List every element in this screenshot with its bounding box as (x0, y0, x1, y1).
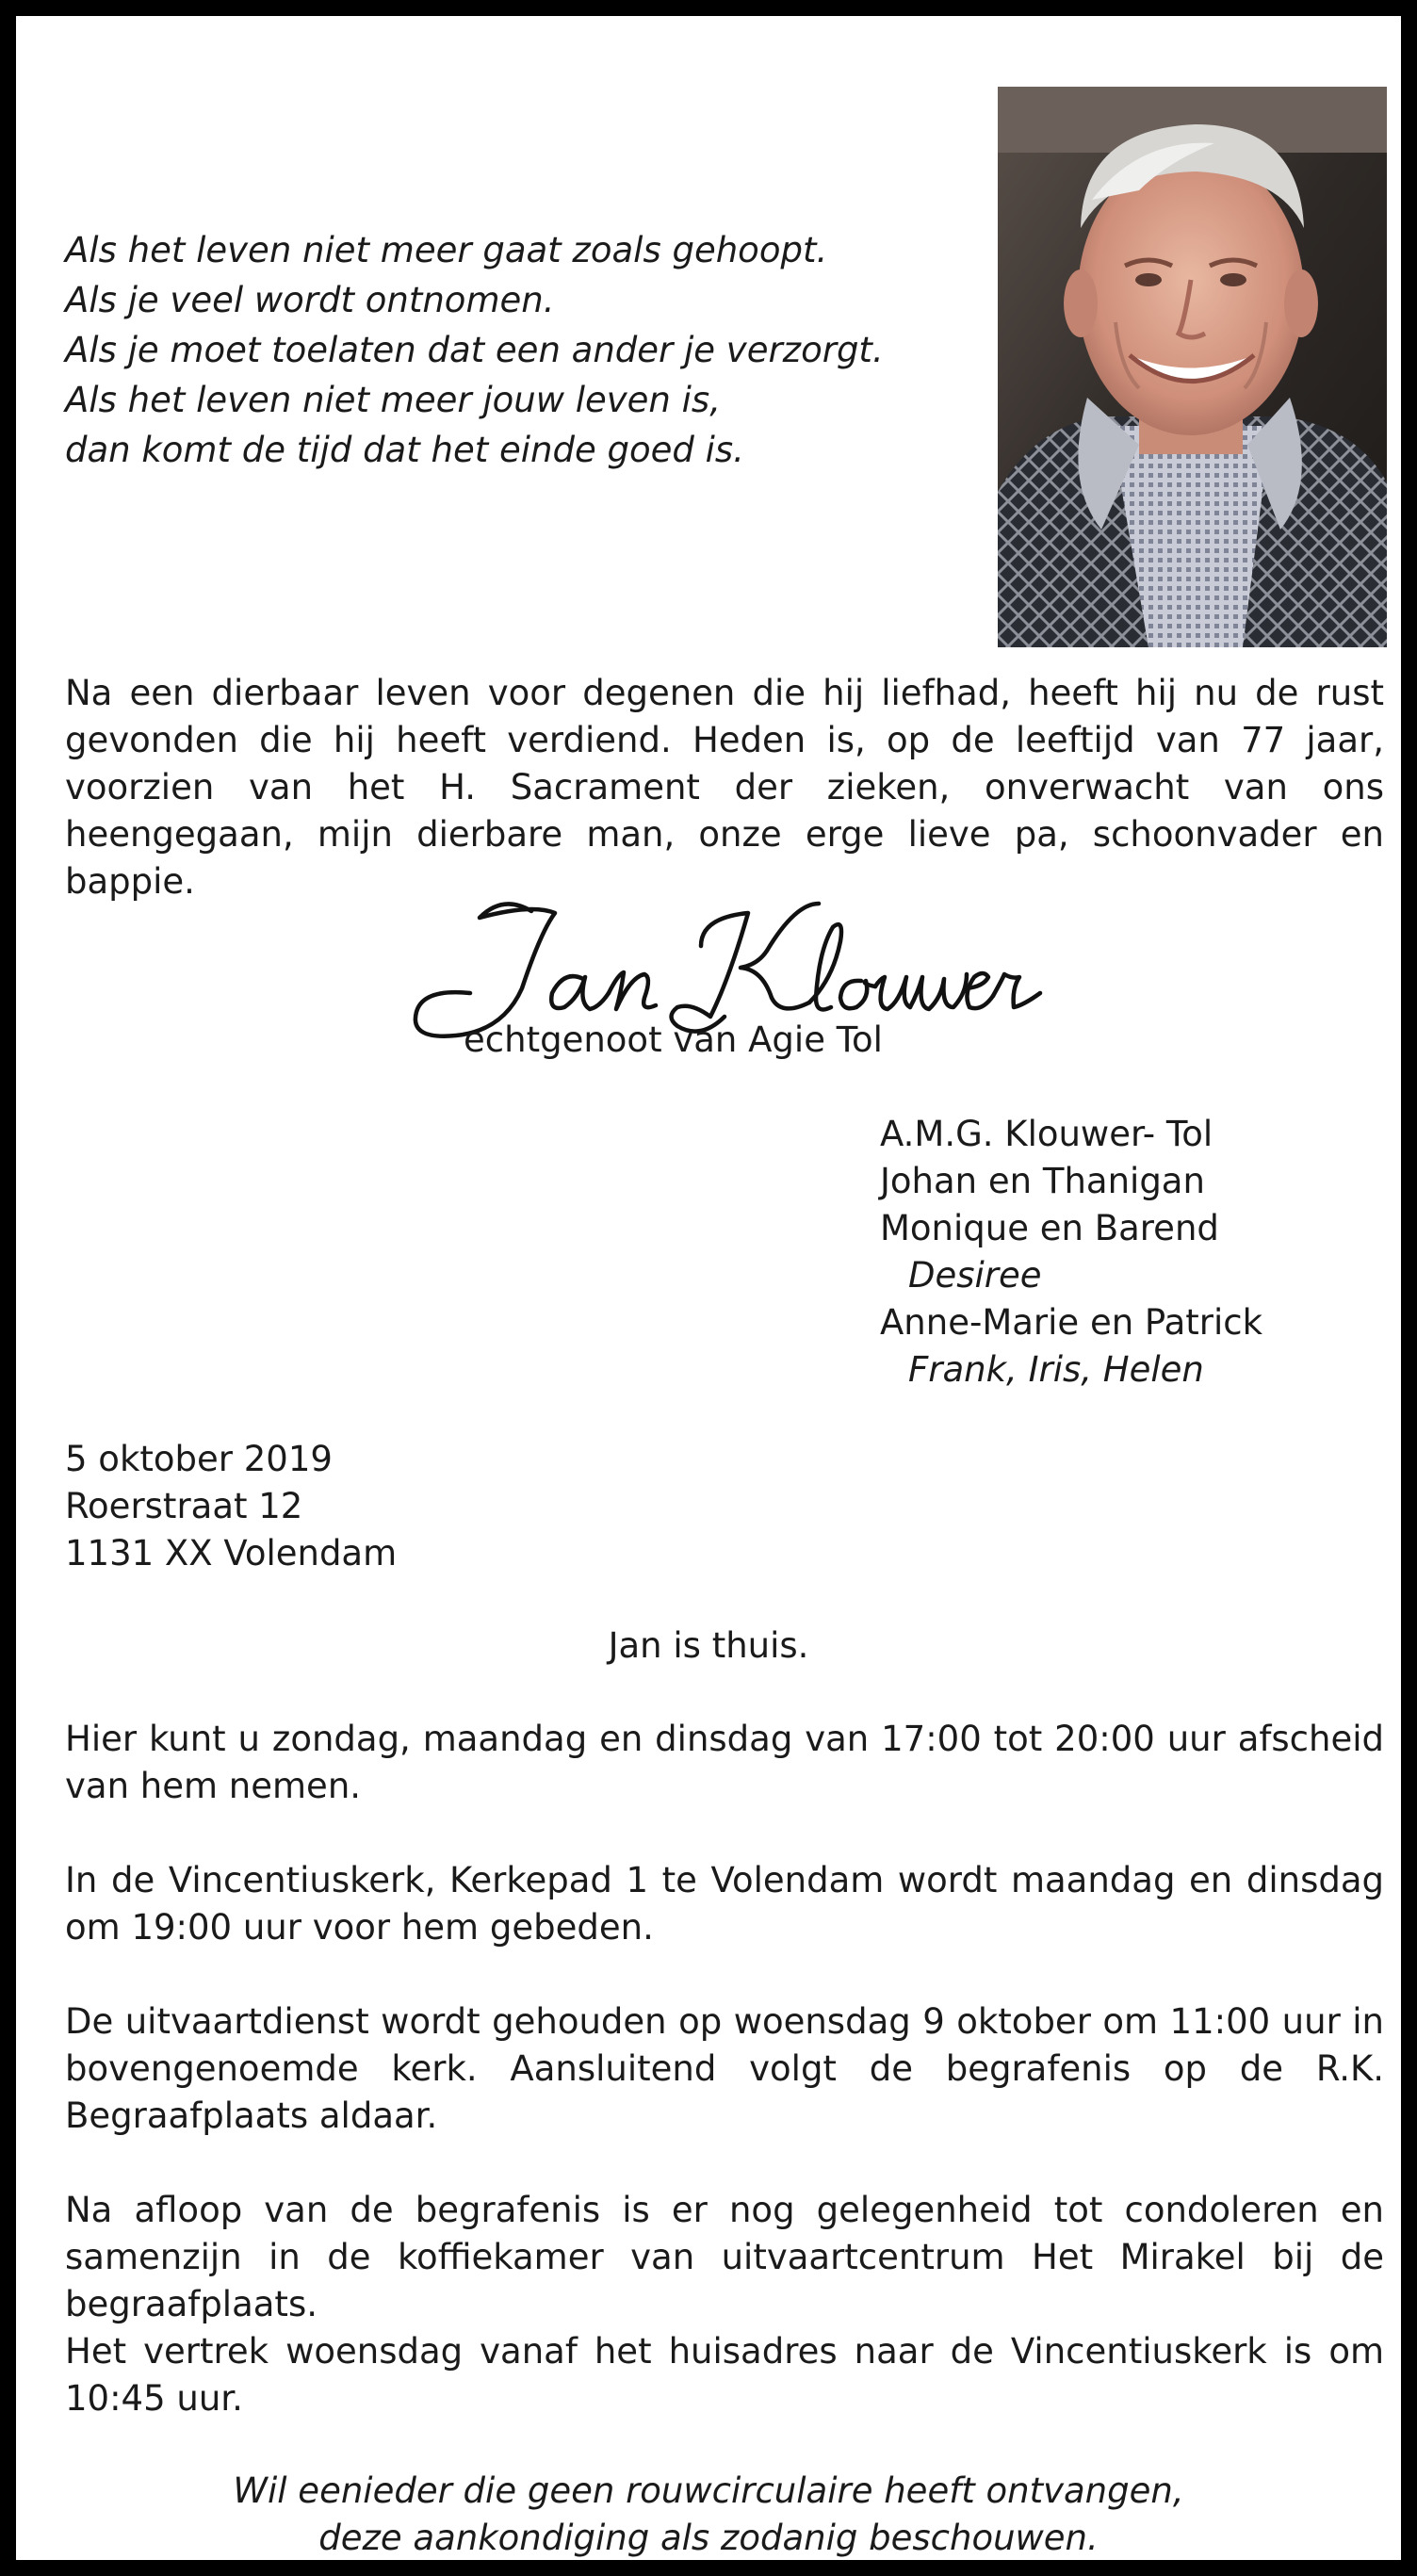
spouse-line (32, 1017, 1385, 1064)
prayer-paragraph: In de Vincentiuskerk, Kerkepad 1 te Volendam wordt maandag en dinsdag om 19:00 uur voor hem gebeden. (65, 1860, 1384, 1948)
date: 5 oktober 2019 (65, 1439, 333, 1479)
announcement-content (32, 32, 1385, 2558)
departure-paragraph: Het vertrek woensdag vanaf het huisadres naar de Vincentiuskerk is om 10:45 uur. (65, 2331, 1384, 2419)
closing-line: deze aankondiging als zodanig beschouwen. (318, 2518, 1099, 2558)
poem-line: dan komt de tijd dat het einde goed is. (65, 430, 744, 470)
poem-line: Als het leven niet meer jouw leven is, (65, 380, 721, 420)
address-block (65, 1436, 397, 1577)
portrait-photo (998, 87, 1387, 647)
home-note: Jan is thuis. (608, 1625, 809, 1666)
portrait-illustration (998, 87, 1387, 647)
family-member: Johan en Thanigan (880, 1161, 1205, 1201)
closing-line: Wil eenieder die geen rouwcirculaire heeft ontvangen, (233, 2470, 1184, 2511)
family-member: Monique en Barend (880, 1208, 1219, 1248)
poem-line: Als je veel wordt ontnomen. (65, 280, 555, 320)
service-paragraph: De uitvaartdienst wordt gehouden op woensdag 9 oktober om 11:00 uur in bovengenoemde kerk. Aansluitend volgt de begrafenis op de R.K. Begraafplaats aldaar. (65, 2001, 1384, 2136)
poem (65, 225, 969, 475)
intro-paragraph: Na een dierbaar leven voor degenen die hij liefhad, heeft hij nu de rust gevonden die hij heeft verdiend. Heden is, op de leeftijd van 77 jaar, voorzien van het H. Sacrament der zieken, onverwacht van ons heengegaan, mijn dierbare man, onze erge lieve pa, schoonvader en bappie. (65, 673, 1384, 902)
farewell-paragraph: Hier kunt u zondag, maandag en dinsdag van 17:00 tot 20:00 uur afscheid van hem nemen. (65, 1719, 1384, 1806)
grandchildren: Frank, Iris, Helen (908, 1349, 1204, 1390)
city: 1131 XX Volendam (65, 1533, 398, 1573)
closing-note (32, 2468, 1385, 2562)
grandchildren: Desiree (908, 1255, 1042, 1296)
street: Roerstraat 12 (65, 1486, 303, 1526)
poem-line: Als je moet toelaten dat een ander je verzorgt. (65, 330, 884, 370)
poem-line: Als het leven niet meer gaat zoals gehoopt. (65, 230, 828, 270)
condolences-paragraph: Na afloop van de begrafenis is er nog gelegenheid tot condoleren en samenzijn in de koffiekamer van uitvaartcentrum Het Mirakel bij de begraafplaats. (65, 2190, 1384, 2324)
family-member: Anne-Marie en Patrick (880, 1302, 1263, 1343)
family-list (880, 1111, 1262, 1394)
family-member: A.M.G. Klouwer- Tol (880, 1114, 1213, 1154)
spouse-text: echtgenoot van Agie Tol (464, 1019, 883, 1060)
